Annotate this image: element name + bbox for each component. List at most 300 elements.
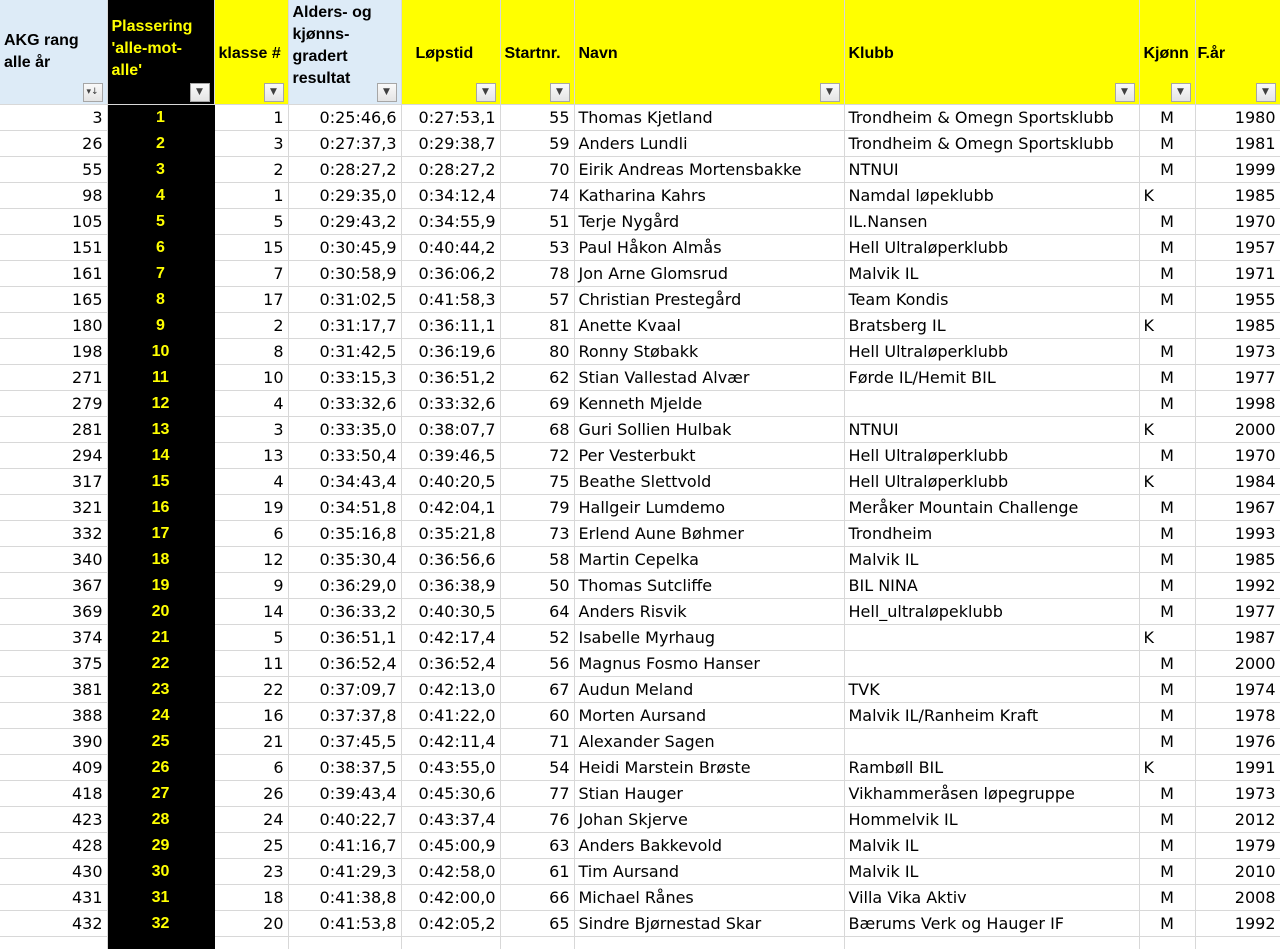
cell-startnr[interactable]: 74 [500, 183, 574, 209]
cell-startnr[interactable]: 69 [500, 391, 574, 417]
cell-klubb[interactable]: Bratsberg IL [844, 313, 1139, 339]
cell-klubb[interactable] [844, 625, 1139, 651]
cell-alders[interactable]: 0:41:53,8 [288, 911, 401, 937]
cell-akg[interactable]: 381 [0, 677, 107, 703]
cell-lopstid[interactable]: 0:43:37,4 [401, 807, 500, 833]
empty-cell[interactable] [574, 937, 844, 949]
cell-klubb[interactable]: Hommelvik IL [844, 807, 1139, 833]
cell-navn[interactable]: Erlend Aune Bøhmer [574, 521, 844, 547]
cell-lopstid[interactable]: 0:42:17,4 [401, 625, 500, 651]
cell-klubb[interactable]: Malvik IL [844, 547, 1139, 573]
cell-klubb[interactable]: Trondheim & Omegn Sportsklubb [844, 131, 1139, 157]
cell-akg[interactable]: 430 [0, 859, 107, 885]
cell-lopstid[interactable]: 0:41:58,3 [401, 287, 500, 313]
cell-lopstid[interactable]: 0:36:19,6 [401, 339, 500, 365]
cell-akg[interactable]: 432 [0, 911, 107, 937]
cell-klasse[interactable]: 9 [214, 573, 288, 599]
cell-navn[interactable]: Michael Rånes [574, 885, 844, 911]
cell-akg[interactable]: 161 [0, 261, 107, 287]
cell-alders[interactable]: 0:31:17,7 [288, 313, 401, 339]
cell-akg[interactable]: 332 [0, 521, 107, 547]
cell-akg[interactable]: 374 [0, 625, 107, 651]
empty-cell[interactable] [288, 937, 401, 949]
cell-klasse[interactable]: 4 [214, 469, 288, 495]
cell-klasse[interactable]: 1 [214, 183, 288, 209]
cell-lopstid[interactable]: 0:45:30,6 [401, 781, 500, 807]
cell-akg[interactable]: 431 [0, 885, 107, 911]
cell-klasse[interactable]: 19 [214, 495, 288, 521]
cell-alders[interactable]: 0:33:50,4 [288, 443, 401, 469]
cell-plassering[interactable]: 13 [107, 417, 214, 443]
cell-navn[interactable]: Jon Arne Glomsrud [574, 261, 844, 287]
cell-kjonn[interactable]: M [1139, 495, 1195, 521]
cell-startnr[interactable]: 63 [500, 833, 574, 859]
cell-klubb[interactable]: IL.Nansen [844, 209, 1139, 235]
cell-klubb[interactable]: Malvik IL [844, 859, 1139, 885]
cell-faar[interactable]: 1993 [1195, 521, 1280, 547]
dropdown-arrow-icon[interactable]: ▼ [264, 83, 284, 102]
cell-lopstid[interactable]: 0:40:20,5 [401, 469, 500, 495]
cell-alders[interactable]: 0:33:32,6 [288, 391, 401, 417]
cell-akg[interactable]: 423 [0, 807, 107, 833]
cell-klasse[interactable]: 3 [214, 417, 288, 443]
cell-plassering[interactable]: 4 [107, 183, 214, 209]
cell-plassering[interactable]: 7 [107, 261, 214, 287]
cell-akg[interactable]: 428 [0, 833, 107, 859]
cell-kjonn[interactable]: M [1139, 781, 1195, 807]
cell-klasse[interactable]: 8 [214, 339, 288, 365]
cell-plassering[interactable]: 21 [107, 625, 214, 651]
cell-alders[interactable]: 0:40:22,7 [288, 807, 401, 833]
cell-lopstid[interactable]: 0:36:56,6 [401, 547, 500, 573]
cell-klubb[interactable]: BIL NINA [844, 573, 1139, 599]
cell-alders[interactable]: 0:36:52,4 [288, 651, 401, 677]
cell-klasse[interactable]: 12 [214, 547, 288, 573]
cell-alders[interactable]: 0:29:35,0 [288, 183, 401, 209]
cell-akg[interactable]: 369 [0, 599, 107, 625]
cell-akg[interactable]: 390 [0, 729, 107, 755]
cell-lopstid[interactable]: 0:42:05,2 [401, 911, 500, 937]
cell-lopstid[interactable]: 0:38:07,7 [401, 417, 500, 443]
cell-klasse[interactable]: 1 [214, 105, 288, 131]
cell-startnr[interactable]: 65 [500, 911, 574, 937]
cell-faar[interactable]: 1957 [1195, 235, 1280, 261]
cell-kjonn[interactable]: M [1139, 235, 1195, 261]
cell-navn[interactable]: Johan Skjerve [574, 807, 844, 833]
cell-klubb[interactable]: Malvik IL [844, 261, 1139, 287]
cell-klasse[interactable]: 5 [214, 625, 288, 651]
cell-alders[interactable]: 0:34:43,4 [288, 469, 401, 495]
header-plassering[interactable] [107, 0, 214, 105]
cell-lopstid[interactable]: 0:36:52,4 [401, 651, 500, 677]
cell-klasse[interactable]: 20 [214, 911, 288, 937]
cell-plassering[interactable]: 31 [107, 885, 214, 911]
cell-akg[interactable]: 271 [0, 365, 107, 391]
cell-faar[interactable]: 2008 [1195, 885, 1280, 911]
cell-plassering[interactable]: 26 [107, 755, 214, 781]
cell-startnr[interactable]: 54 [500, 755, 574, 781]
cell-lopstid[interactable]: 0:40:30,5 [401, 599, 500, 625]
cell-startnr[interactable]: 71 [500, 729, 574, 755]
cell-navn[interactable]: Guri Sollien Hulbak [574, 417, 844, 443]
dropdown-arrow-icon[interactable]: ▼ [1171, 83, 1191, 102]
cell-navn[interactable]: Eirik Andreas Mortensbakke [574, 157, 844, 183]
cell-akg[interactable]: 321 [0, 495, 107, 521]
cell-navn[interactable]: Thomas Sutcliffe [574, 573, 844, 599]
cell-plassering[interactable]: 2 [107, 131, 214, 157]
cell-startnr[interactable]: 78 [500, 261, 574, 287]
cell-kjonn[interactable]: M [1139, 157, 1195, 183]
cell-kjonn[interactable]: M [1139, 339, 1195, 365]
cell-plassering[interactable]: 30 [107, 859, 214, 885]
cell-klubb[interactable]: Vikhammeråsen løpegruppe [844, 781, 1139, 807]
cell-navn[interactable]: Anders Lundli [574, 131, 844, 157]
cell-akg[interactable]: 294 [0, 443, 107, 469]
cell-klasse[interactable]: 22 [214, 677, 288, 703]
cell-navn[interactable]: Martin Cepelka [574, 547, 844, 573]
cell-alders[interactable]: 0:37:37,8 [288, 703, 401, 729]
header-navn[interactable] [574, 0, 844, 105]
cell-kjonn[interactable]: K [1139, 755, 1195, 781]
dropdown-arrow-icon[interactable]: ▼ [476, 83, 496, 102]
cell-plassering[interactable]: 29 [107, 833, 214, 859]
cell-navn[interactable]: Audun Meland [574, 677, 844, 703]
cell-alders[interactable]: 0:30:58,9 [288, 261, 401, 287]
cell-klubb[interactable]: Førde IL/Hemit BIL [844, 365, 1139, 391]
cell-plassering[interactable]: 8 [107, 287, 214, 313]
cell-klubb[interactable]: Trondheim [844, 521, 1139, 547]
cell-plassering[interactable]: 9 [107, 313, 214, 339]
cell-faar[interactable]: 1984 [1195, 469, 1280, 495]
dropdown-arrow-icon[interactable]: ▼ [820, 83, 840, 102]
cell-lopstid[interactable]: 0:36:06,2 [401, 261, 500, 287]
cell-klubb[interactable]: Hell Ultraløperklubb [844, 339, 1139, 365]
cell-akg[interactable]: 105 [0, 209, 107, 235]
cell-navn[interactable]: Sindre Bjørnestad Skar [574, 911, 844, 937]
cell-akg[interactable]: 388 [0, 703, 107, 729]
cell-navn[interactable]: Kenneth Mjelde [574, 391, 844, 417]
cell-startnr[interactable]: 80 [500, 339, 574, 365]
cell-startnr[interactable]: 76 [500, 807, 574, 833]
cell-klubb[interactable] [844, 391, 1139, 417]
cell-klubb[interactable]: Team Kondis [844, 287, 1139, 313]
cell-alders[interactable]: 0:39:43,4 [288, 781, 401, 807]
cell-alders[interactable]: 0:41:16,7 [288, 833, 401, 859]
cell-plassering[interactable]: 17 [107, 521, 214, 547]
cell-klasse[interactable]: 4 [214, 391, 288, 417]
cell-faar[interactable]: 1973 [1195, 339, 1280, 365]
cell-kjonn[interactable]: K [1139, 183, 1195, 209]
header-startnr[interactable] [500, 0, 574, 105]
cell-klubb[interactable]: Malvik IL [844, 833, 1139, 859]
cell-akg[interactable]: 165 [0, 287, 107, 313]
cell-navn[interactable]: Heidi Marstein Brøste [574, 755, 844, 781]
cell-navn[interactable]: Stian Hauger [574, 781, 844, 807]
cell-lopstid[interactable]: 0:34:12,4 [401, 183, 500, 209]
cell-klasse[interactable]: 13 [214, 443, 288, 469]
cell-akg[interactable]: 26 [0, 131, 107, 157]
cell-klasse[interactable]: 2 [214, 157, 288, 183]
cell-kjonn[interactable]: M [1139, 547, 1195, 573]
cell-navn[interactable]: Christian Prestegård [574, 287, 844, 313]
cell-lopstid[interactable]: 0:39:46,5 [401, 443, 500, 469]
cell-klubb[interactable] [844, 729, 1139, 755]
cell-lopstid[interactable]: 0:42:58,0 [401, 859, 500, 885]
cell-akg[interactable]: 317 [0, 469, 107, 495]
cell-faar[interactable]: 1978 [1195, 703, 1280, 729]
cell-akg[interactable]: 279 [0, 391, 107, 417]
cell-kjonn[interactable]: M [1139, 807, 1195, 833]
cell-kjonn[interactable]: M [1139, 443, 1195, 469]
cell-startnr[interactable]: 50 [500, 573, 574, 599]
cell-akg[interactable]: 98 [0, 183, 107, 209]
cell-kjonn[interactable]: K [1139, 625, 1195, 651]
cell-lopstid[interactable]: 0:36:38,9 [401, 573, 500, 599]
cell-faar[interactable]: 1976 [1195, 729, 1280, 755]
cell-alders[interactable]: 0:31:42,5 [288, 339, 401, 365]
cell-lopstid[interactable]: 0:42:00,0 [401, 885, 500, 911]
cell-navn[interactable]: Isabelle Myrhaug [574, 625, 844, 651]
cell-startnr[interactable]: 52 [500, 625, 574, 651]
cell-startnr[interactable]: 67 [500, 677, 574, 703]
header-lopstid[interactable] [401, 0, 500, 105]
cell-kjonn[interactable]: M [1139, 261, 1195, 287]
cell-faar[interactable]: 2000 [1195, 417, 1280, 443]
cell-akg[interactable]: 418 [0, 781, 107, 807]
cell-klubb[interactable]: NTNUI [844, 157, 1139, 183]
header-faar[interactable] [1195, 0, 1280, 105]
dropdown-arrow-icon[interactable]: ▼ [1115, 83, 1135, 102]
cell-lopstid[interactable]: 0:42:13,0 [401, 677, 500, 703]
cell-faar[interactable]: 1992 [1195, 573, 1280, 599]
dropdown-arrow-icon[interactable]: ▼ [190, 83, 210, 102]
cell-faar[interactable]: 1971 [1195, 261, 1280, 287]
cell-navn[interactable]: Hallgeir Lumdemo [574, 495, 844, 521]
cell-plassering[interactable]: 22 [107, 651, 214, 677]
cell-klubb[interactable]: Hell Ultraløperklubb [844, 443, 1139, 469]
cell-klasse[interactable]: 23 [214, 859, 288, 885]
cell-kjonn[interactable]: M [1139, 599, 1195, 625]
cell-startnr[interactable]: 73 [500, 521, 574, 547]
cell-kjonn[interactable]: M [1139, 859, 1195, 885]
cell-klubb[interactable]: Namdal løpeklubb [844, 183, 1139, 209]
cell-klasse[interactable]: 2 [214, 313, 288, 339]
cell-navn[interactable]: Tim Aursand [574, 859, 844, 885]
cell-kjonn[interactable]: M [1139, 677, 1195, 703]
cell-lopstid[interactable]: 0:27:53,1 [401, 105, 500, 131]
cell-plassering[interactable]: 20 [107, 599, 214, 625]
cell-lopstid[interactable]: 0:28:27,2 [401, 157, 500, 183]
cell-klasse[interactable]: 18 [214, 885, 288, 911]
cell-kjonn[interactable]: M [1139, 651, 1195, 677]
cell-navn[interactable]: Per Vesterbukt [574, 443, 844, 469]
cell-plassering[interactable]: 27 [107, 781, 214, 807]
cell-alders[interactable]: 0:41:29,3 [288, 859, 401, 885]
cell-plassering[interactable]: 6 [107, 235, 214, 261]
cell-faar[interactable]: 1987 [1195, 625, 1280, 651]
cell-akg[interactable]: 281 [0, 417, 107, 443]
cell-plassering[interactable]: 28 [107, 807, 214, 833]
cell-startnr[interactable]: 79 [500, 495, 574, 521]
cell-faar[interactable]: 1977 [1195, 599, 1280, 625]
cell-klubb[interactable]: Hell Ultraløperklubb [844, 235, 1139, 261]
cell-navn[interactable]: Anette Kvaal [574, 313, 844, 339]
dropdown-arrow-icon[interactable]: ▼ [377, 83, 397, 102]
cell-kjonn[interactable]: M [1139, 521, 1195, 547]
cell-klasse[interactable]: 10 [214, 365, 288, 391]
cell-alders[interactable]: 0:36:51,1 [288, 625, 401, 651]
cell-startnr[interactable]: 77 [500, 781, 574, 807]
empty-cell[interactable] [500, 937, 574, 949]
cell-plassering[interactable]: 3 [107, 157, 214, 183]
cell-klubb[interactable]: Hell_ultraløpeklubb [844, 599, 1139, 625]
cell-navn[interactable]: Terje Nygård [574, 209, 844, 235]
cell-lopstid[interactable]: 0:41:22,0 [401, 703, 500, 729]
empty-cell[interactable] [844, 937, 1139, 949]
cell-startnr[interactable]: 53 [500, 235, 574, 261]
cell-kjonn[interactable]: M [1139, 703, 1195, 729]
cell-klasse[interactable]: 6 [214, 521, 288, 547]
cell-alders[interactable]: 0:37:09,7 [288, 677, 401, 703]
cell-alders[interactable]: 0:30:45,9 [288, 235, 401, 261]
cell-faar[interactable]: 1955 [1195, 287, 1280, 313]
cell-alders[interactable]: 0:36:29,0 [288, 573, 401, 599]
cell-startnr[interactable]: 64 [500, 599, 574, 625]
cell-klubb[interactable]: Meråker Mountain Challenge [844, 495, 1139, 521]
cell-akg[interactable]: 55 [0, 157, 107, 183]
cell-klubb[interactable]: Bærums Verk og Hauger IF [844, 911, 1139, 937]
cell-plassering[interactable]: 23 [107, 677, 214, 703]
cell-navn[interactable]: Stian Vallestad Alvær [574, 365, 844, 391]
cell-faar[interactable]: 1967 [1195, 495, 1280, 521]
cell-alders[interactable]: 0:33:15,3 [288, 365, 401, 391]
cell-kjonn[interactable]: M [1139, 365, 1195, 391]
cell-plassering[interactable]: 15 [107, 469, 214, 495]
cell-kjonn[interactable]: M [1139, 287, 1195, 313]
cell-alders[interactable]: 0:33:35,0 [288, 417, 401, 443]
cell-klasse[interactable]: 7 [214, 261, 288, 287]
cell-klubb[interactable]: NTNUI [844, 417, 1139, 443]
cell-alders[interactable]: 0:34:51,8 [288, 495, 401, 521]
cell-alders[interactable]: 0:41:38,8 [288, 885, 401, 911]
cell-kjonn[interactable]: M [1139, 911, 1195, 937]
empty-cell[interactable] [401, 937, 500, 949]
cell-plassering[interactable]: 1 [107, 105, 214, 131]
cell-navn[interactable]: Katharina Kahrs [574, 183, 844, 209]
cell-kjonn[interactable]: M [1139, 209, 1195, 235]
cell-klubb[interactable] [844, 651, 1139, 677]
cell-lopstid[interactable]: 0:33:32,6 [401, 391, 500, 417]
cell-plassering[interactable]: 10 [107, 339, 214, 365]
header-kjonn[interactable] [1139, 0, 1195, 105]
cell-akg[interactable]: 151 [0, 235, 107, 261]
cell-alders[interactable]: 0:37:45,5 [288, 729, 401, 755]
cell-startnr[interactable]: 60 [500, 703, 574, 729]
cell-alders[interactable]: 0:38:37,5 [288, 755, 401, 781]
cell-startnr[interactable]: 66 [500, 885, 574, 911]
cell-alders[interactable]: 0:35:30,4 [288, 547, 401, 573]
cell-klasse[interactable]: 24 [214, 807, 288, 833]
cell-alders[interactable]: 0:27:37,3 [288, 131, 401, 157]
cell-akg[interactable]: 3 [0, 105, 107, 131]
cell-klasse[interactable]: 21 [214, 729, 288, 755]
cell-klubb[interactable]: Hell Ultraløperklubb [844, 469, 1139, 495]
cell-faar[interactable]: 2000 [1195, 651, 1280, 677]
cell-faar[interactable]: 1970 [1195, 443, 1280, 469]
cell-klubb[interactable]: Villa Vika Aktiv [844, 885, 1139, 911]
cell-kjonn[interactable]: M [1139, 885, 1195, 911]
header-klasse[interactable] [214, 0, 288, 105]
cell-kjonn[interactable]: K [1139, 313, 1195, 339]
cell-faar[interactable]: 1999 [1195, 157, 1280, 183]
cell-alders[interactable]: 0:25:46,6 [288, 105, 401, 131]
cell-klasse[interactable]: 15 [214, 235, 288, 261]
cell-startnr[interactable]: 51 [500, 209, 574, 235]
cell-lopstid[interactable]: 0:45:00,9 [401, 833, 500, 859]
cell-kjonn[interactable]: M [1139, 729, 1195, 755]
cell-plassering[interactable]: 18 [107, 547, 214, 573]
cell-startnr[interactable]: 55 [500, 105, 574, 131]
cell-klasse[interactable]: 26 [214, 781, 288, 807]
cell-kjonn[interactable]: K [1139, 469, 1195, 495]
cell-kjonn[interactable]: M [1139, 573, 1195, 599]
cell-kjonn[interactable]: M [1139, 131, 1195, 157]
cell-plassering[interactable]: 14 [107, 443, 214, 469]
cell-navn[interactable]: Magnus Fosmo Hanser [574, 651, 844, 677]
cell-faar[interactable]: 1992 [1195, 911, 1280, 937]
cell-faar[interactable]: 1985 [1195, 547, 1280, 573]
cell-navn[interactable]: Anders Risvik [574, 599, 844, 625]
cell-faar[interactable]: 1985 [1195, 183, 1280, 209]
cell-faar[interactable]: 2012 [1195, 807, 1280, 833]
cell-plassering[interactable]: 25 [107, 729, 214, 755]
empty-cell[interactable] [107, 937, 214, 949]
cell-lopstid[interactable]: 0:36:51,2 [401, 365, 500, 391]
cell-lopstid[interactable]: 0:35:21,8 [401, 521, 500, 547]
dropdown-arrow-icon[interactable]: ▼ [550, 83, 570, 102]
cell-klubb[interactable]: TVK [844, 677, 1139, 703]
empty-cell[interactable] [214, 937, 288, 949]
cell-lopstid[interactable]: 0:42:04,1 [401, 495, 500, 521]
cell-kjonn[interactable]: M [1139, 833, 1195, 859]
cell-lopstid[interactable]: 0:40:44,2 [401, 235, 500, 261]
cell-navn[interactable]: Anders Bakkevold [574, 833, 844, 859]
cell-startnr[interactable]: 62 [500, 365, 574, 391]
cell-startnr[interactable]: 70 [500, 157, 574, 183]
cell-navn[interactable]: Beathe Slettvold [574, 469, 844, 495]
cell-akg[interactable]: 180 [0, 313, 107, 339]
cell-alders[interactable]: 0:35:16,8 [288, 521, 401, 547]
cell-faar[interactable]: 2010 [1195, 859, 1280, 885]
cell-lopstid[interactable]: 0:34:55,9 [401, 209, 500, 235]
dropdown-arrow-icon[interactable]: ▼ [1256, 83, 1276, 102]
cell-klubb[interactable]: Malvik IL/Ranheim Kraft [844, 703, 1139, 729]
cell-plassering[interactable]: 11 [107, 365, 214, 391]
cell-alders[interactable]: 0:31:02,5 [288, 287, 401, 313]
cell-startnr[interactable]: 57 [500, 287, 574, 313]
cell-plassering[interactable]: 12 [107, 391, 214, 417]
cell-faar[interactable]: 1980 [1195, 105, 1280, 131]
cell-startnr[interactable]: 58 [500, 547, 574, 573]
cell-plassering[interactable]: 32 [107, 911, 214, 937]
cell-alders[interactable]: 0:28:27,2 [288, 157, 401, 183]
cell-faar[interactable]: 1974 [1195, 677, 1280, 703]
cell-lopstid[interactable]: 0:43:55,0 [401, 755, 500, 781]
cell-alders[interactable]: 0:36:33,2 [288, 599, 401, 625]
cell-plassering[interactable]: 19 [107, 573, 214, 599]
cell-startnr[interactable]: 59 [500, 131, 574, 157]
cell-faar[interactable]: 1981 [1195, 131, 1280, 157]
